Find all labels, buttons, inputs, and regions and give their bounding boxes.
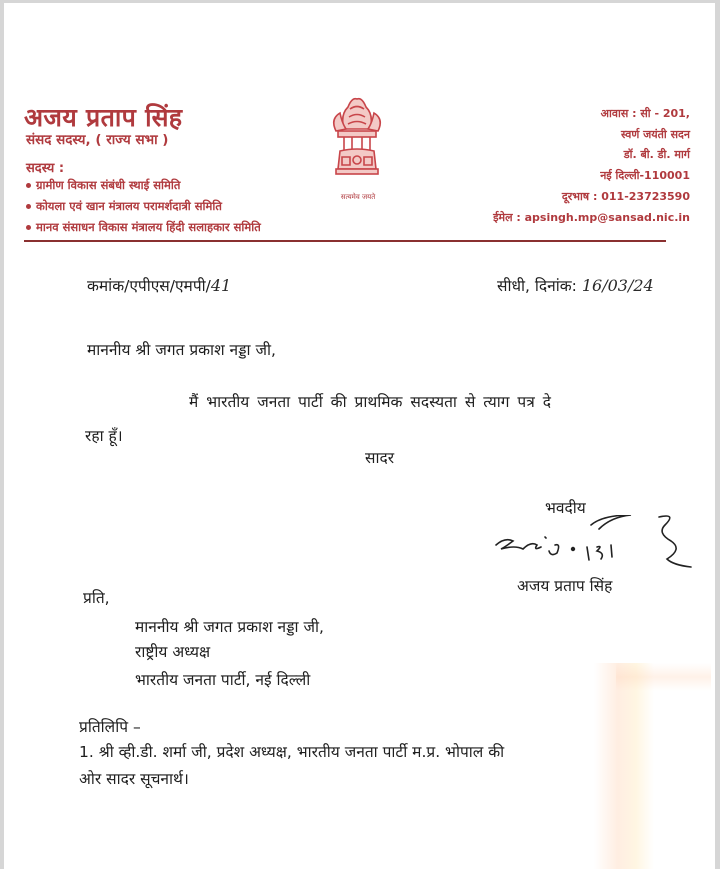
copy-line: 1. श्री व्ही.डी. शर्मा जी, प्रदेश अध्यक्ष, भारतीय जनता पार्टी म.प्र. भोपाल की xyxy=(79,743,505,761)
email-line: ईमेल : apsingh.mp@sansad.nic.in xyxy=(493,211,690,224)
reference-number: कमांक/एपीएस/एमपी/41 xyxy=(87,276,232,295)
to-label: प्रति, xyxy=(83,589,110,607)
body-text-line: रहा हूँ। xyxy=(85,427,123,445)
signature xyxy=(491,515,701,575)
committee-item: कोयला एवं खान मंत्रालय परामर्शदात्री समिति xyxy=(26,199,222,214)
letterhead-name: अजय प्रताप सिंह xyxy=(24,103,183,132)
address-line: डॉ. बी. डी. मार्ग xyxy=(623,148,690,161)
member-label: सदस्य : xyxy=(26,161,65,176)
signatory-name: अजय प्रताप सिंह xyxy=(517,577,613,595)
stain-mark xyxy=(594,663,654,869)
salutation: माननीय श्री जगत प्रकाश नड्डा जी, xyxy=(87,341,276,359)
handwritten-date: 16/03/24 xyxy=(581,276,654,295)
address-line: नई दिल्ली-110001 xyxy=(600,169,690,182)
letter-page xyxy=(4,3,715,869)
national-emblem-icon xyxy=(322,89,392,194)
valediction: भवदीय xyxy=(545,499,586,517)
place-date: सीधी, दिनांक: 16/03/24 xyxy=(497,276,654,295)
letterhead-divider xyxy=(24,240,666,242)
letterhead-designation: संसद सदस्य, ( राज्य सभा ) xyxy=(26,132,169,148)
stain-mark xyxy=(616,663,711,691)
bullet-icon xyxy=(26,204,31,209)
emblem-motto: सत्यमेव जयते xyxy=(340,193,376,201)
phone-line: दूरभाष : 011-23723590 xyxy=(561,190,690,203)
copy-label: प्रतिलिपि – xyxy=(79,718,141,736)
copy-line: ओर सादर सूचनार्थ। xyxy=(79,770,189,788)
committee-item: मानव संसाधन विकास मंत्रालय हिंदी सलाहकार समिति xyxy=(26,220,261,235)
address-line: आवास : सी - 201, xyxy=(600,107,690,120)
recipient-line: राष्ट्रीय अध्यक्ष xyxy=(135,643,211,661)
bullet-icon xyxy=(26,225,31,230)
address-line: स्वर्ण जयंती सदन xyxy=(620,128,690,141)
bullet-icon xyxy=(26,183,31,188)
recipient-line: माननीय श्री जगत प्रकाश नड्डा जी, xyxy=(135,618,324,636)
committee-item: ग्रामीण विकास संबंधी स्थाई समिति xyxy=(26,178,180,193)
recipient-line: भारतीय जनता पार्टी, नई दिल्ली xyxy=(135,671,311,689)
body-text-line: मैं भारतीय जनता पार्टी की प्राथमिक सदस्यता से त्याग पत्र दे xyxy=(189,393,551,411)
closing: सादर xyxy=(365,449,395,467)
